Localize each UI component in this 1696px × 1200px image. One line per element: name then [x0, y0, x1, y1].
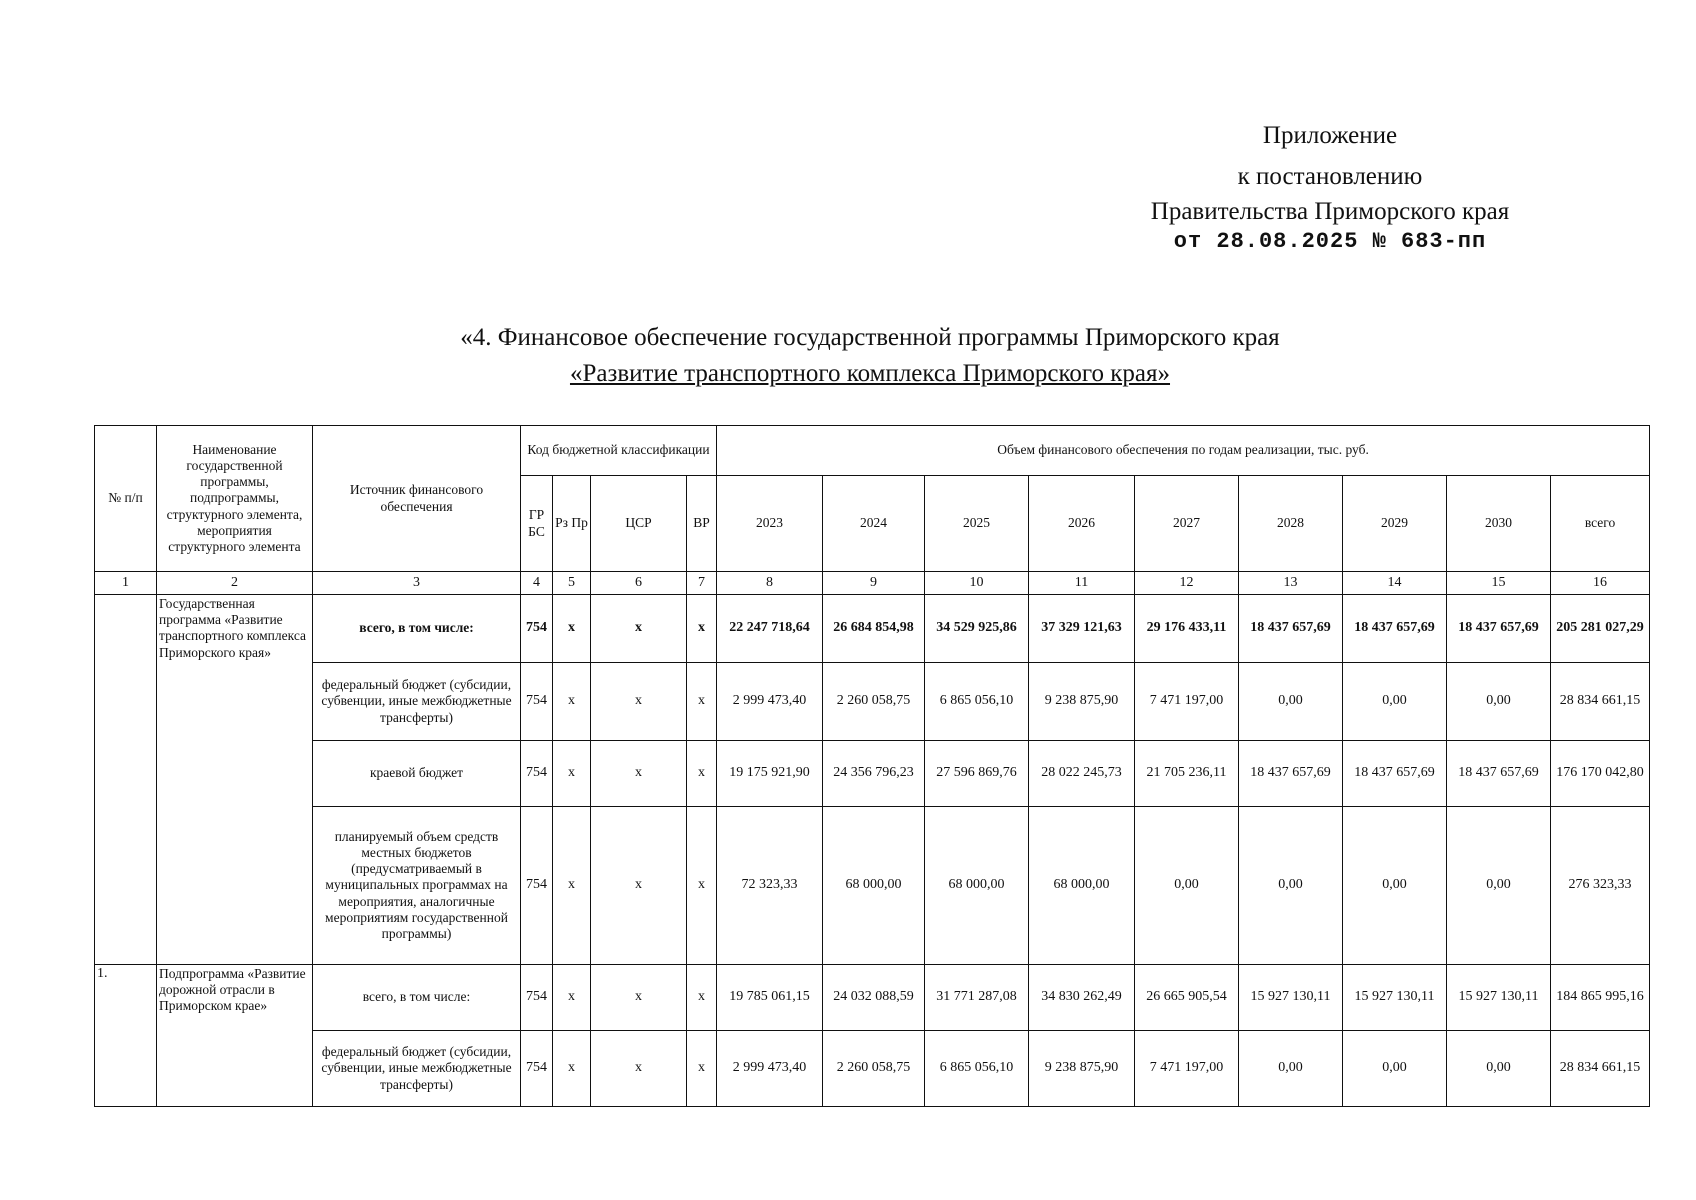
year-value: 27 596 869,76 [925, 741, 1029, 807]
table-row [95, 663, 1650, 741]
year-value: 0,00 [1239, 1031, 1343, 1107]
col-header-rzpr: Рз Пр [553, 476, 591, 572]
funding-source: всего, в том числе: [313, 965, 521, 1031]
year-value: 18 437 657,69 [1447, 595, 1551, 663]
csr-code: x [591, 663, 687, 741]
csr-code: x [591, 1031, 687, 1107]
year-value: 0,00 [1343, 807, 1447, 965]
year-value: 0,00 [1343, 663, 1447, 741]
year-value: 26 684 854,98 [823, 595, 925, 663]
year-value: 15 927 130,11 [1343, 965, 1447, 1031]
col-header-code-group: Код бюджетной классификации [521, 426, 717, 476]
year-value: 15 927 130,11 [1239, 965, 1343, 1031]
header-row-1 [95, 426, 1650, 476]
rzpr-code: x [553, 741, 591, 807]
grbs-code: 754 [521, 741, 553, 807]
year-value: 26 665 905,54 [1135, 965, 1239, 1031]
csr-code: x [591, 807, 687, 965]
title-line-1: «4. Финансовое обеспечение государственной программы Приморского края [460, 324, 1280, 351]
resolution-label: к постановлению [1237, 163, 1423, 190]
year-value: 24 356 796,23 [823, 741, 925, 807]
col-header-year: 2028 [1239, 476, 1343, 572]
rzpr-code: x [553, 663, 591, 741]
grbs-code: 754 [521, 663, 553, 741]
row-number: 1. [95, 965, 157, 1107]
total-value: 276 323,33 [1551, 807, 1650, 965]
funding-source: федеральный бюджет (субсидии, субвенции, иные межбюджетные трансферты) [313, 1031, 521, 1107]
year-value: 19 785 061,15 [717, 965, 823, 1031]
total-value: 176 170 042,80 [1551, 741, 1650, 807]
year-value: 37 329 121,63 [1029, 595, 1135, 663]
vr-code: x [687, 965, 717, 1031]
year-value: 24 032 088,59 [823, 965, 925, 1031]
year-value: 18 437 657,69 [1343, 741, 1447, 807]
vr-code: x [687, 807, 717, 965]
col-header-year: 2024 [823, 476, 925, 572]
col-header-year: 2030 [1447, 476, 1551, 572]
financing-table [94, 425, 1650, 1107]
row-number [95, 595, 157, 965]
year-value: 6 865 056,10 [925, 1031, 1029, 1107]
year-value: 0,00 [1447, 663, 1551, 741]
grbs-code: 754 [521, 595, 553, 663]
column-number: 3 [313, 572, 521, 595]
column-number: 9 [823, 572, 925, 595]
year-value: 2 260 058,75 [823, 663, 925, 741]
column-number: 16 [1551, 572, 1650, 595]
total-value: 205 281 027,29 [1551, 595, 1650, 663]
column-number: 4 [521, 572, 553, 595]
year-value: 34 529 925,86 [925, 595, 1029, 663]
vr-code: x [687, 663, 717, 741]
year-value: 22 247 718,64 [717, 595, 823, 663]
year-value: 0,00 [1135, 807, 1239, 965]
vr-code: x [687, 741, 717, 807]
col-header-year: 2029 [1343, 476, 1447, 572]
year-value: 9 238 875,90 [1029, 1031, 1135, 1107]
grbs-code: 754 [521, 1031, 553, 1107]
rzpr-code: x [553, 965, 591, 1031]
col-header-csr: ЦСР [591, 476, 687, 572]
column-number: 7 [687, 572, 717, 595]
csr-code: x [591, 965, 687, 1031]
col-header-volume-group: Объем финансового обеспечения по годам реализации, тыс. руб. [717, 426, 1650, 476]
table-row [95, 807, 1650, 965]
year-value: 68 000,00 [823, 807, 925, 965]
total-value: 28 834 661,15 [1551, 663, 1650, 741]
table-row [95, 595, 1650, 663]
rzpr-code: x [553, 595, 591, 663]
table-row [95, 965, 1650, 1031]
year-value: 0,00 [1447, 807, 1551, 965]
col-header-grbs: ГР БС [521, 476, 553, 572]
year-value: 18 437 657,69 [1447, 741, 1551, 807]
year-value: 72 323,33 [717, 807, 823, 965]
decree-number: от 28.08.2025 № 683-пп [1173, 229, 1487, 254]
col-header-year: 2026 [1029, 476, 1135, 572]
year-value: 9 238 875,90 [1029, 663, 1135, 741]
rzpr-code: x [553, 807, 591, 965]
column-number: 2 [157, 572, 313, 595]
government-label: Правительства Приморского края [1150, 198, 1510, 225]
appendix-label: Приложение [1262, 122, 1398, 149]
year-value: 15 927 130,11 [1447, 965, 1551, 1031]
total-value: 184 865 995,16 [1551, 965, 1650, 1031]
column-number: 12 [1135, 572, 1239, 595]
col-header-num: № п/п [95, 426, 157, 572]
column-number: 1 [95, 572, 157, 595]
column-number: 6 [591, 572, 687, 595]
year-value: 0,00 [1447, 1031, 1551, 1107]
col-header-source: Источник финансового обеспечения [313, 426, 521, 572]
year-value: 21 705 236,11 [1135, 741, 1239, 807]
year-value: 18 437 657,69 [1343, 595, 1447, 663]
program-name: Государственная программа «Развитие транспортного комплекса Приморского края» [157, 595, 313, 965]
year-value: 6 865 056,10 [925, 663, 1029, 741]
col-header-year: 2027 [1135, 476, 1239, 572]
year-value: 28 022 245,73 [1029, 741, 1135, 807]
year-value: 68 000,00 [1029, 807, 1135, 965]
year-value: 31 771 287,08 [925, 965, 1029, 1031]
document-title [90, 320, 1650, 392]
column-number: 14 [1343, 572, 1447, 595]
col-header-total: всего [1551, 476, 1650, 572]
column-number-row [95, 572, 1650, 595]
col-header-vr: ВР [687, 476, 717, 572]
funding-source: планируемый объем средств местных бюджетов (предусматриваемый в муниципальных программах на мероприятия, аналогичные мероприятиям государственной программы) [313, 807, 521, 965]
funding-source: всего, в том числе: [313, 595, 521, 663]
csr-code: x [591, 595, 687, 663]
year-value: 2 999 473,40 [717, 663, 823, 741]
subprogram-name: Подпрограмма «Развитие дорожной отрасли в Приморском крае» [157, 965, 313, 1107]
col-header-year: 2025 [925, 476, 1029, 572]
year-value: 7 471 197,00 [1135, 663, 1239, 741]
appendix-header [1080, 118, 1580, 255]
year-value: 2 260 058,75 [823, 1031, 925, 1107]
funding-source: краевой бюджет [313, 741, 521, 807]
year-value: 7 471 197,00 [1135, 1031, 1239, 1107]
column-number: 5 [553, 572, 591, 595]
year-value: 0,00 [1239, 663, 1343, 741]
total-value: 28 834 661,15 [1551, 1031, 1650, 1107]
col-header-name: Наименование государственной программы, подпрограммы, структурного элемента, мероприятия структурного элемента [157, 426, 313, 572]
column-number: 8 [717, 572, 823, 595]
year-value: 29 176 433,11 [1135, 595, 1239, 663]
year-value: 0,00 [1343, 1031, 1447, 1107]
grbs-code: 754 [521, 807, 553, 965]
table-row [95, 741, 1650, 807]
vr-code: x [687, 595, 717, 663]
column-number: 15 [1447, 572, 1551, 595]
year-value: 34 830 262,49 [1029, 965, 1135, 1031]
column-number: 10 [925, 572, 1029, 595]
funding-source: федеральный бюджет (субсидии, субвенции, иные межбюджетные трансферты) [313, 663, 521, 741]
vr-code: x [687, 1031, 717, 1107]
year-value: 2 999 473,40 [717, 1031, 823, 1107]
year-value: 18 437 657,69 [1239, 595, 1343, 663]
year-value: 68 000,00 [925, 807, 1029, 965]
year-value: 19 175 921,90 [717, 741, 823, 807]
csr-code: x [591, 741, 687, 807]
title-line-2: «Развитие транспортного комплекса Приморского края» [569, 360, 1171, 387]
grbs-code: 754 [521, 965, 553, 1031]
col-header-year: 2023 [717, 476, 823, 572]
year-value: 0,00 [1239, 807, 1343, 965]
column-number: 11 [1029, 572, 1135, 595]
table-row [95, 1031, 1650, 1107]
rzpr-code: x [553, 1031, 591, 1107]
year-value: 18 437 657,69 [1239, 741, 1343, 807]
column-number: 13 [1239, 572, 1343, 595]
